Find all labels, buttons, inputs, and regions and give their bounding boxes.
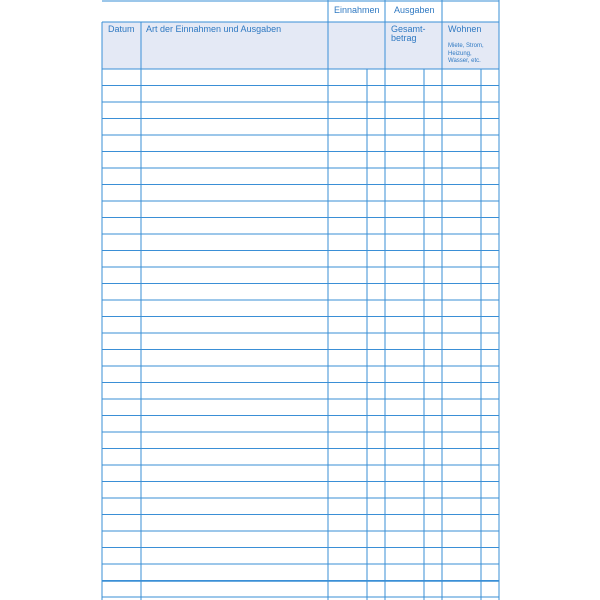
expenses-group-header: Ausgaben [394, 5, 435, 15]
date-column-header: Datum [108, 24, 135, 34]
housing-column-header: Wohnen [448, 24, 482, 34]
description-column-header: Art der Einnahmen und Ausgaben [146, 24, 282, 34]
row-lines [102, 1, 499, 597]
income-group-header: Einnahmen [334, 5, 380, 15]
total-amount-column-header: Gesamt- betrag [391, 24, 426, 44]
housing-column-note: Miete, Strom, Heizung, Wasser, etc. [448, 43, 484, 64]
